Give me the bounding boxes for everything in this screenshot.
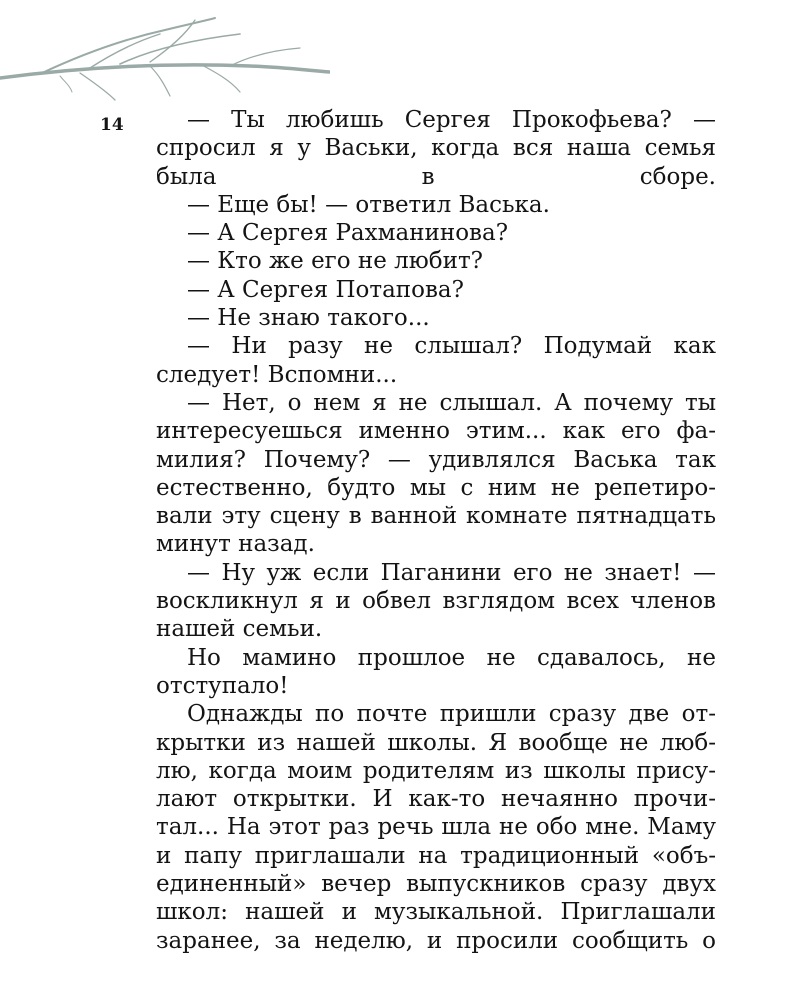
paragraph: — Не знаю такого... — [187, 305, 430, 332]
paragraph: — Еще бы! — ответил Васька. — [187, 191, 550, 218]
paragraph: — Кто же его не любит? — [187, 248, 484, 275]
paragraph: Однажды по почте пришли сразу две открытки из нашей школы. Я вообще не люблю, когда моим родителям из школы присулают открытки. И как-то нечаянно прочитал... На этот раз речь шла не обо мне. Маму и папу приглашали на традиционный «объединенный» вечер выпускников сразу двух школ: нашей и музыкальной. Приглашали заранее, за неделю, и просили сообщить о — [156, 701, 716, 954]
paragraph: — Ни разу не слышал? Подумай как следует! Вспомни... — [156, 333, 716, 388]
paragraph: — А Сергея Рахманинова? — [187, 220, 509, 247]
main-text — [156, 106, 716, 955]
paragraph: — А Сергея Потапова? — [187, 276, 464, 303]
paragraph: Но мамино прошлое не сдавалось, не отступало! — [156, 644, 716, 699]
paragraph: — Ну уж если Паганини его не знает! — воскликнул я и обвел взглядом всех членов нашей семьи. — [156, 559, 716, 643]
page-number: 14 — [100, 115, 124, 135]
branch-ornament — [0, 0, 330, 110]
paragraph: — Нет, о нем я не слышал. А почему ты интересуешься именно этим... как его фамилия? Почему? — удивлялся Васька так естественно, будто мы с ним не репетировали эту сцену в ванной комнате пятнадцать минут назад. — [156, 389, 716, 558]
paragraph: — Ты любишь Сергея Прокофьева? — спросил я у Васьки, когда вся наша семья была в сборе. — [156, 107, 716, 190]
